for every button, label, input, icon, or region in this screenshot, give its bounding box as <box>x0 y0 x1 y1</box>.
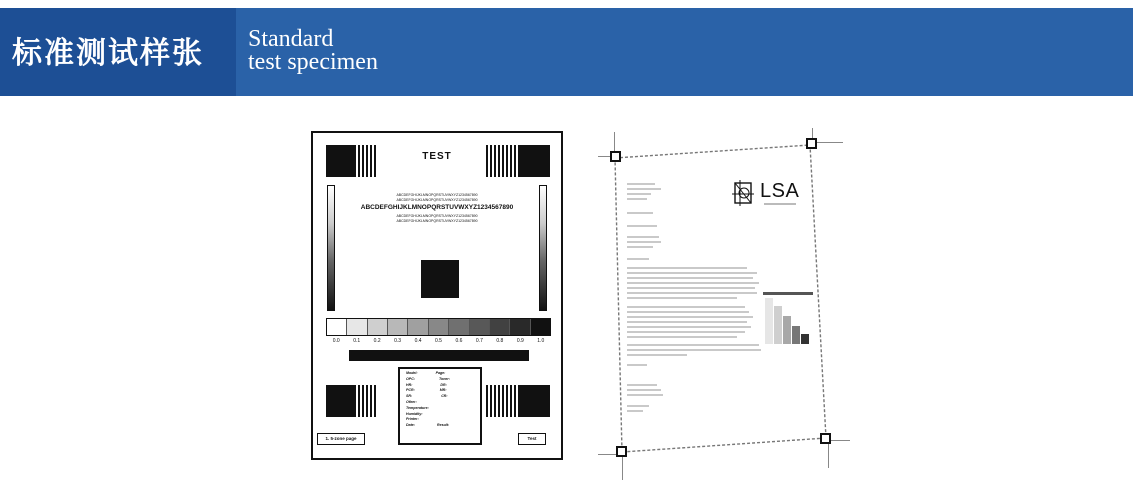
text-line <box>627 364 647 366</box>
alphabet-line-1: ABCDEFGHIJKLMNOPQRSTUVWXYZ1234567890 <box>396 193 478 197</box>
text-line <box>627 193 651 195</box>
chinese-title: 标准测试样张 <box>12 36 204 71</box>
registration-square-top-right <box>806 138 817 149</box>
alphabet-line-large: ABCDEFGHIJKLMNOPQRSTUVWXYZ1234567890 <box>360 204 514 211</box>
logo-tagline <box>764 203 796 205</box>
text-line <box>627 311 749 313</box>
letter-chart-title <box>763 292 813 295</box>
text-line <box>627 282 759 284</box>
text-line <box>627 354 687 356</box>
chart-bar <box>783 316 791 344</box>
gray-step-label: 0.1 <box>353 338 361 344</box>
text-line <box>627 331 745 333</box>
letter-bar-chart <box>763 298 813 344</box>
chart-bar <box>792 326 800 344</box>
gray-step-label: 0.6 <box>455 338 463 344</box>
info-row-date: Date: Result: <box>406 423 450 428</box>
test-label: Test <box>518 433 546 445</box>
text-line <box>627 198 647 200</box>
crop-mark <box>828 440 829 468</box>
text-line <box>627 389 661 391</box>
lsa-logo-icon <box>732 180 754 206</box>
chart-bar <box>765 298 773 344</box>
gray-step-label: 0.9 <box>516 338 524 344</box>
text-line <box>627 236 659 238</box>
gray-step-label: 1.0 <box>537 338 545 344</box>
text-line <box>627 297 737 299</box>
text-line <box>627 292 757 294</box>
text-line <box>627 321 747 323</box>
text-line <box>627 188 661 190</box>
text-line <box>627 316 753 318</box>
gray-step-label: 0.3 <box>394 338 402 344</box>
alphabet-line-3: ABCDEFGHIJKLMNOPQRSTUVWXYZ1234567890 <box>396 214 478 218</box>
registration-square-top-left <box>610 151 621 162</box>
text-line <box>627 394 663 396</box>
english-title-line1: Standard <box>248 26 334 52</box>
gray-step-label: 0.7 <box>475 338 483 344</box>
crop-mark <box>622 456 623 480</box>
english-title-line2: test specimen <box>248 49 378 75</box>
alphabet-line-2: ABCDEFGHIJKLMNOPQRSTUVWXYZ1234567890 <box>396 198 478 202</box>
gray-step-label: 0.5 <box>435 338 442 344</box>
text-line <box>627 225 657 227</box>
crop-mark <box>815 142 843 143</box>
crop-mark <box>828 440 850 441</box>
text-line <box>627 258 649 260</box>
text-line <box>627 267 747 269</box>
text-line <box>627 287 755 289</box>
text-line <box>627 277 753 279</box>
chart-bar <box>801 334 809 344</box>
registration-square-bottom-right <box>820 433 831 444</box>
gray-step-label: 0.8 <box>496 338 504 344</box>
text-line <box>627 212 653 214</box>
text-line <box>627 326 751 328</box>
info-row-pcr: PCR: MR: <box>406 388 447 393</box>
text-line <box>627 246 653 248</box>
info-row-other: Other: <box>406 399 417 404</box>
registration-square-bottom-left <box>616 446 627 457</box>
zone-page-label: 1. 5-zone page <box>317 433 365 445</box>
info-row-temperature: Temperature: <box>406 405 429 410</box>
text-line <box>627 384 657 386</box>
info-row-printer: Printer: <box>406 417 419 422</box>
text-line <box>627 344 759 346</box>
text-line <box>627 410 643 412</box>
info-row-humidity: Humidity: <box>406 411 423 416</box>
text-line <box>627 241 661 243</box>
text-line <box>627 336 737 338</box>
gray-step-label: 0.2 <box>373 338 381 344</box>
gray-step-label: 0.0 <box>332 338 340 344</box>
info-row-sr: SR: CR: <box>406 394 448 399</box>
alphabet-line-4: ABCDEFGHIJKLMNOPQRSTUVWXYZ1234567890 <box>396 219 478 223</box>
text-line <box>627 405 649 407</box>
text-line <box>627 272 757 274</box>
info-row-hr: HR: DR: <box>406 382 447 387</box>
text-line <box>627 306 745 308</box>
text-line <box>627 349 761 351</box>
info-row-model: Model: Page: <box>406 371 446 375</box>
test-heading: TEST <box>422 151 452 162</box>
chart-bar <box>774 306 782 344</box>
text-line <box>627 183 655 185</box>
info-row-opc: OPC: Toner: <box>406 376 451 381</box>
gray-step-label: 0.4 <box>414 338 422 344</box>
lsa-logo-text: LSA <box>760 180 800 202</box>
